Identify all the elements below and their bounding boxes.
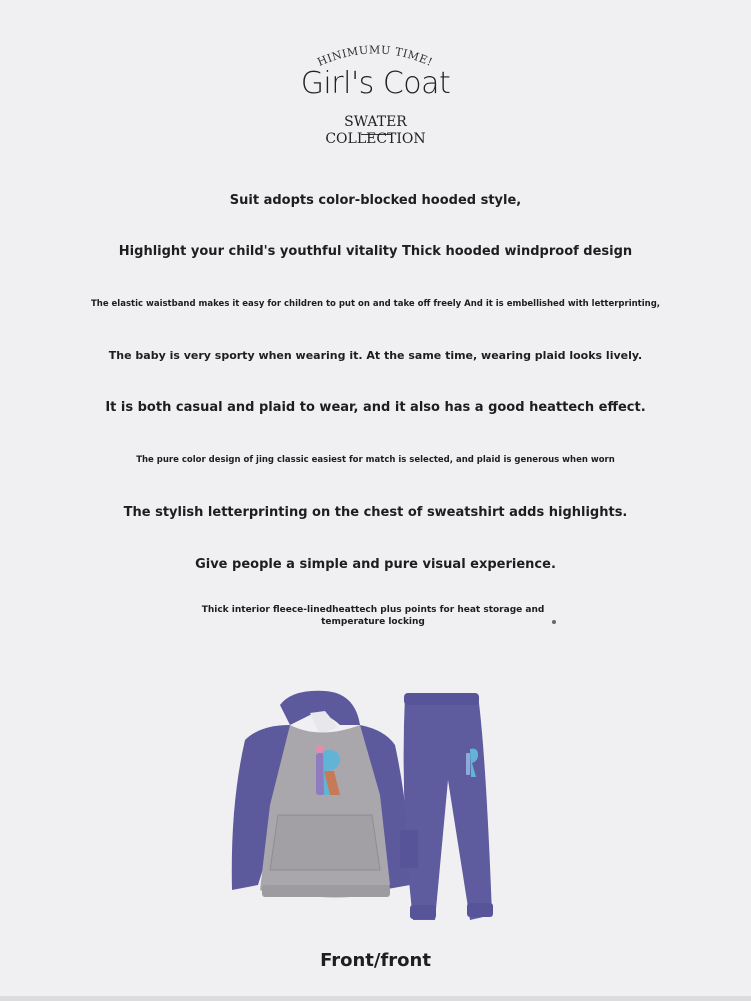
description-line-7: The stylish letterprinting on the chest of sweatshirt adds highlights. [123,505,628,520]
description-line-9: Thick interior fleece-linedheattech plus points for heat storage and temperature locking [201,605,545,627]
description-line-6: The pure color design of jing classic easiest for match is selected, and plaid is generous when worn [136,455,615,465]
dot-mark [552,620,556,624]
hoodie [232,691,410,898]
header [0,30,751,160]
arc-text-label: HINIMUMU TIME! [315,43,435,69]
description-line-8: Give people a simple and pure visual experience. [195,557,556,572]
description-line-2: Highlight your child's youthful vitality Thick hooded windproof design [118,244,633,259]
product-image [220,685,520,930]
pants [400,693,493,920]
description-line-5: It is both casual and plaid to wear, and it also has a good heattech effect. [105,400,646,415]
description-line-1: Suit adopts color-blocked hooded style, [229,193,522,208]
page-title: Girl's Coat [300,66,451,101]
product-caption: Front/front [320,950,431,971]
subtitle-collection: COLLECTION [325,131,426,147]
bottom-bar [0,996,751,1001]
subtitle-swater: SWATER [344,114,407,130]
description-line-4: The baby is very sporty when wearing it. At the same time, wearing plaid looks lively. [108,349,643,362]
description-line-3: The elastic waistband makes it easy for children to put on and take off freely And it is embellished with letterprinting, [90,299,661,309]
